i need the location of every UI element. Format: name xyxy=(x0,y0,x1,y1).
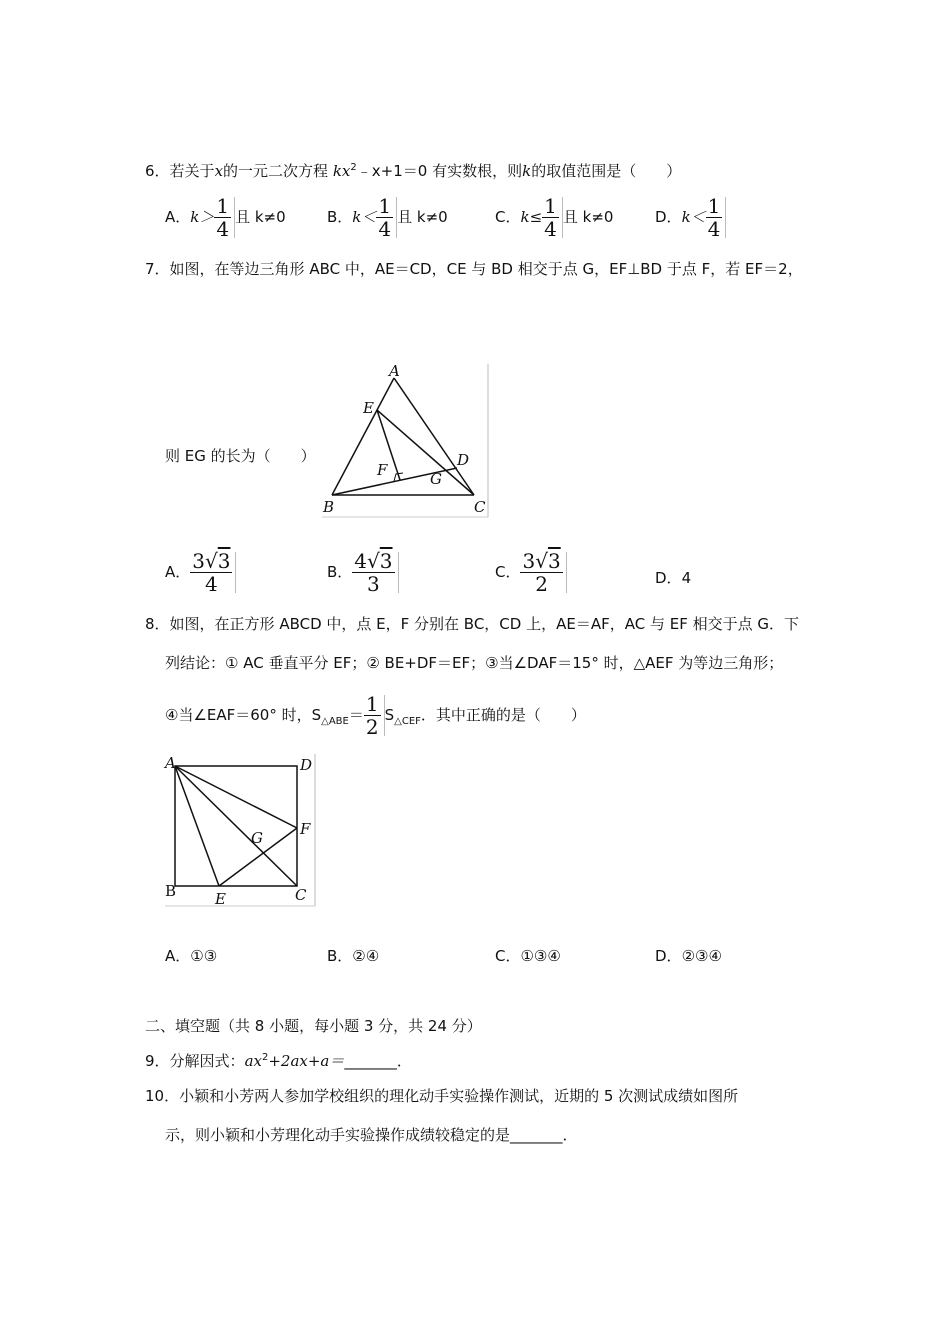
q9-answer-blank[interactable]: _______ xyxy=(344,1052,397,1070)
q7-label-c: C xyxy=(474,498,486,516)
q7-option-c[interactable]: C． $\frac{3√3}{2}$ xyxy=(495,550,567,595)
q6-option-b[interactable]: B．k＜ $\frac{1}{4}$ 且 k≠0 xyxy=(327,194,448,241)
q10-line2: 示，则小颖和小芳理化动手实验操作成绩较稳定的是_______． xyxy=(165,1126,578,1144)
q8-label-g: G xyxy=(251,829,263,847)
q8-label-a: A xyxy=(165,754,176,772)
q8-line-af xyxy=(175,766,297,828)
q7-figure xyxy=(320,362,492,520)
q8-option-b[interactable]: B．②④ xyxy=(327,947,380,965)
q8-option-d[interactable]: D．②③④ xyxy=(655,947,722,965)
q7-option-b[interactable]: B． $\frac{4√3}{3}$ xyxy=(327,550,399,595)
q7-ask: 则 EG 的长为（ ） xyxy=(165,447,316,465)
q8-option-a[interactable]: A．①③ xyxy=(165,947,218,965)
q8-line1: 8．如图，在正方形 ABCD 中，点 E，F 分别在 BC，CD 上，AE＝AF，AC 与 EF 相交于点 G．下 xyxy=(145,615,800,633)
q7-option-d[interactable]: D．4 xyxy=(655,569,692,587)
q9-stem: 9．分解因式：$ax^2+2ax+a=\_\_\_\_\_\_\_$． xyxy=(145,1052,412,1070)
q7-option-a[interactable]: A． $\frac{3√3}{4}$ xyxy=(165,550,236,595)
q8-option-c[interactable]: C．①③④ xyxy=(495,947,561,965)
q8-line-ae xyxy=(175,766,219,886)
q7-label-g: G xyxy=(430,470,442,488)
q8-label-f: F xyxy=(300,820,311,838)
q8-line-ac xyxy=(175,766,297,886)
section-title: 二、填空题（共 8 小题，每小题 3 分，共 24 分） xyxy=(145,1017,482,1035)
q8-label-c: C xyxy=(295,886,307,904)
q6-option-c[interactable]: C．k≤ $\frac{1}{4}$ 且 k≠0 xyxy=(495,194,614,241)
q8-label-e: E xyxy=(215,890,226,908)
q10-answer-blank[interactable]: _______ xyxy=(510,1126,563,1144)
q8-figure xyxy=(163,752,319,908)
q7-stem: 7．如图，在等边三角形 ABC 中，AE＝CD，CE 与 BD 相交于点 G，EF⊥BD 于点 F，若 EF＝2， xyxy=(145,260,803,278)
q6-stem: 6．若关于x的一元二次方程 $kx^2﹣x+1=0$ 有实数根，则k的取值范围是（ ） xyxy=(145,162,682,180)
q7-label-a: A xyxy=(389,362,400,380)
q10-line1: 10．小颖和小芳两人参加学校组织的理化动手实验操作测试，近期的 5 次测试成绩如图所 xyxy=(145,1087,739,1105)
q8-line2: 列结论：① AC 垂直平分 EF；② BE+DF＝EF；③当∠DAF＝15° 时，△AEF 为等边三角形； xyxy=(165,654,784,672)
q6-option-d[interactable]: D．k＜ $\frac{1}{4}$ xyxy=(655,195,726,240)
q6-option-a[interactable]: A．k＞ $\frac{1}{4}$ 且 k≠0 xyxy=(165,194,286,241)
q7-label-b: B xyxy=(323,498,335,516)
q7-label-d: D xyxy=(457,451,470,469)
q8-label-b: B xyxy=(165,882,177,900)
q8-line3: ④当∠EAF＝60° 时，$S_{\triangle ABE}=$ $\frac{1}{2}$ $S_{\triangle CEF}$．其中正确的是（ ） xyxy=(165,692,586,739)
q7-label-f: F xyxy=(377,461,388,479)
q8-label-d: D xyxy=(300,756,313,774)
q7-label-e: E xyxy=(363,399,374,417)
